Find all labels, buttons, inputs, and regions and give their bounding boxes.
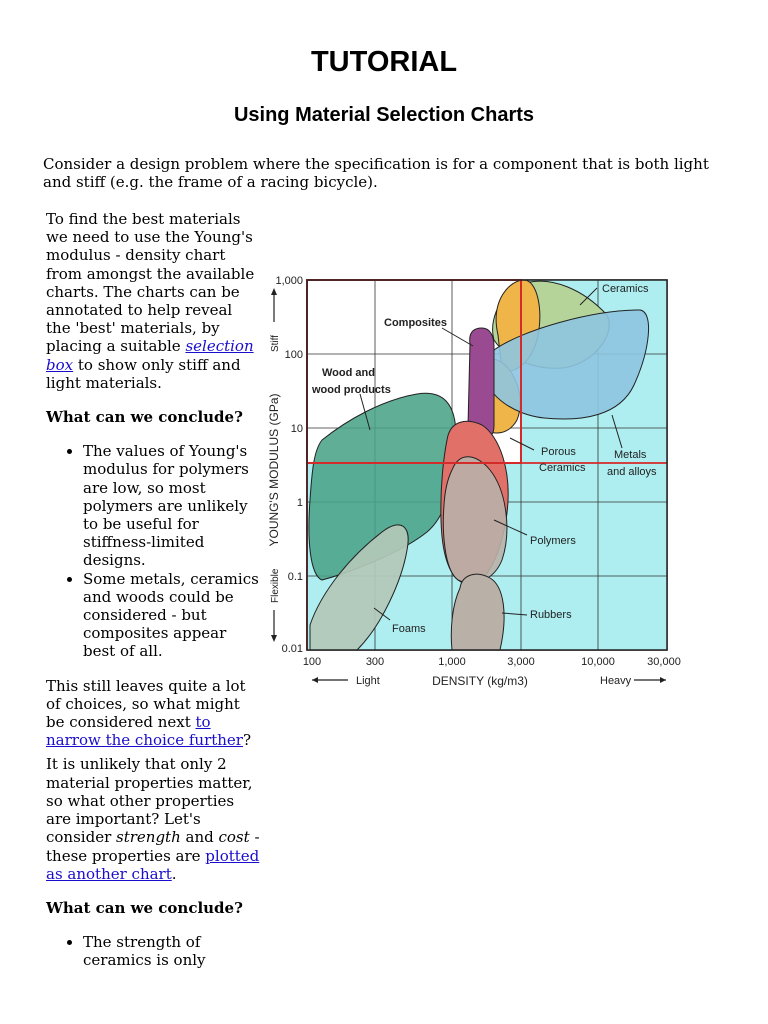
x-tick-label: 3,000 [507, 656, 535, 668]
x-hint-light: Light [356, 675, 380, 687]
y-hint-stiff: Stiff [270, 334, 281, 352]
y-tick-label: 10 [290, 423, 303, 435]
paragraph-text: ? [242, 731, 252, 750]
left-text-column [46, 210, 260, 986]
x-tick-label: 100 [302, 656, 322, 668]
y-tick-label: 1 [296, 497, 303, 509]
x-hint-heavy: Heavy [600, 675, 632, 687]
label-porous-1: Porous [541, 446, 576, 458]
paragraph-find-best [46, 210, 260, 392]
conclude-heading-text: What can we conclude? [46, 898, 243, 917]
up-arrowhead-icon [271, 288, 277, 295]
x-tick-label: 10,000 [581, 656, 615, 668]
page-subtitle: Using Material Selection Charts [233, 104, 535, 126]
paragraph-text: . [171, 864, 177, 883]
narrow-choice-link[interactable]: to narrow the choice further [46, 713, 243, 750]
x-tick-label: 1,000 [438, 656, 466, 668]
y-tick-label: 1,000 [275, 275, 303, 287]
paragraph-narrow [46, 677, 260, 750]
label-wood-2: wood products [312, 384, 391, 396]
list-item: • The values of Young's modulus for polymers are low, so most polymers are unlikely to be useful for stiffness-limited designs. [83, 442, 260, 569]
paragraph-strength-cost [46, 755, 260, 882]
label-polymers: Polymers [530, 535, 576, 547]
label-rubbers: Rubbers [530, 609, 572, 621]
x-tick-label: 30,000 [647, 656, 681, 668]
list-item: • The strength of ceramics is only [83, 933, 260, 969]
list-item: • Some metals, ceramics and woods could be considered - but composites appear best of all. [83, 570, 260, 661]
label-ceramics: Ceramics [602, 283, 649, 295]
paragraph-text: This still leaves quite a lot of choices, so what might be considered next [46, 676, 246, 732]
material-selection-chart [262, 270, 692, 700]
another-chart-link[interactable]: plotted as another chart [46, 846, 260, 883]
paragraph-text: It is unlikely that only 2 material properties matter, so what other properties are important? Let's consider [46, 755, 253, 847]
down-arrowhead-icon [271, 635, 277, 642]
x-axis-title: DENSITY (kg/m3) [432, 674, 528, 688]
right-arrowhead-icon [660, 677, 666, 683]
paragraph-text: - these properties are [46, 828, 260, 865]
conclude-heading [46, 408, 260, 426]
conclusion-list [46, 442, 260, 660]
label-metals-1: Metals [614, 449, 647, 461]
y-tick-label: 0.1 [287, 571, 303, 583]
conclude-heading-text: What can we conclude? [46, 408, 243, 427]
selection-box-link-text[interactable]: selection box [46, 337, 254, 374]
label-wood-1: Wood and [322, 367, 375, 379]
paragraph-text: To find the best materials we need to use the Young's modulus - density chart from amongst the available charts. The charts can be annotated to help reveal the 'best' materials, by placing a suitable [46, 210, 255, 356]
conclude-heading-2 [46, 899, 260, 917]
paragraph-text: and [180, 828, 219, 847]
intro-paragraph: Consider a design problem where the specification is for a component that is both light and stiff (e.g. the frame of a racing bicycle). [43, 155, 709, 191]
emphasis-cost: cost [218, 828, 250, 847]
label-foams: Foams [392, 623, 426, 635]
page-title: TUTORIAL [310, 46, 458, 78]
label-porous-2: Ceramics [539, 462, 586, 474]
y-tick-label: 0.01 [281, 643, 303, 655]
conclusion-list-2 [46, 933, 260, 969]
y-tick-label: 100 [284, 349, 303, 361]
left-arrowhead-icon [312, 677, 318, 683]
chart-svg [262, 270, 692, 700]
label-composites: Composites [384, 317, 447, 329]
x-tick-label: 300 [365, 656, 385, 668]
y-hint-flexible: Flexible [270, 568, 281, 603]
label-metals-2: and alloys [607, 466, 657, 478]
y-axis-title: YOUNG'S MODULUS (GPa) [267, 393, 281, 547]
paragraph-text: to show only stiff and light materials. [46, 355, 241, 392]
emphasis-strength: strength [116, 828, 181, 847]
